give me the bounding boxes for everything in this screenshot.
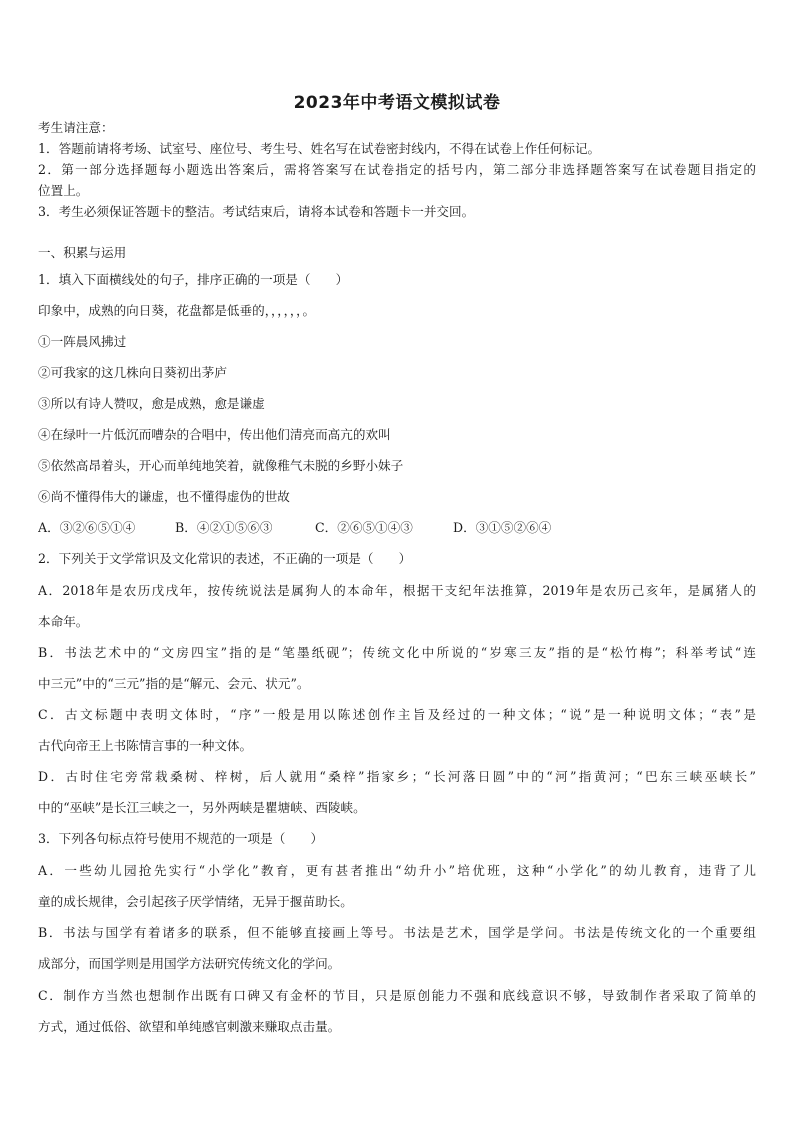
q1-sentence-2: ②可我家的这几株向日葵初出茅庐 bbox=[38, 365, 227, 380]
q1-option-b: B．④②①⑤⑥③ bbox=[175, 520, 273, 535]
notice-item-1: 1．答题前请将考场、试室号、座位号、考生号、姓名写在试卷密封线内，不得在试卷上作任何标记。 bbox=[38, 141, 601, 156]
q1-sentence-5: ⑤依然高昂着头，开心而单纯地笑着，就像稚气未脱的乡野小妹子 bbox=[38, 458, 404, 473]
q1-option-c: C．②⑥⑤①④③ bbox=[315, 520, 413, 535]
section-heading: 一、积累与运用 bbox=[38, 245, 127, 260]
q2-line-4: 中三元”中的“三元”指的是“解元、会元、状元”。 bbox=[38, 676, 310, 691]
q3-line-5: C．制作方当然也想制作出既有口碑又有金杯的节目，只是原创能力不强和底线意识不够，导致制作者采取了简单的 bbox=[38, 988, 756, 1003]
q1-sentence-3: ③所以有诗人赞叹，愈是成熟，愈是谦虚 bbox=[38, 396, 265, 411]
q1-sentence-6: ⑥尚不懂得伟大的谦虚，也不懂得虚伪的世故 bbox=[38, 489, 290, 504]
notice-item-2: 2．第一部分选择题每小题选出答案后，需将答案写在试卷指定的括号内，第二部分非选择题答案写在试卷题目指定的 bbox=[38, 162, 756, 177]
q1-sentence-4: ④在绿叶一片低沉而嘈杂的合唱中，传出他们清亮而高亢的欢叫 bbox=[38, 427, 391, 442]
q1-sentence-1: ①一阵晨风拂过 bbox=[38, 334, 127, 349]
q1-stem: 1．填入下面横线处的句子，排序正确的一项是（ ） bbox=[38, 272, 349, 287]
q2-stem: 2．下列关于文学常识及文化常识的表述，不正确的一项是（ ） bbox=[38, 551, 412, 566]
q3-stem: 3．下列各句标点符号使用不规范的一项是（ ） bbox=[38, 831, 324, 846]
q2-line-5: C．古文标题中表明文体时，“序”一般是用以陈述创作主旨及经过的一种文体；“说”是一种说明文体；“表”是 bbox=[38, 707, 756, 722]
q1-option-d: D．③①⑤②⑥④ bbox=[453, 520, 552, 535]
notice-item-2-cont: 位置上。 bbox=[38, 183, 89, 198]
q2-line-3: B．书法艺术中的“文房四宝”指的是“笔墨纸砚”；传统文化中所说的“岁寒三友”指的是“松竹梅”；科举考试“连 bbox=[38, 645, 756, 660]
page-title: 2023年中考语文模拟试卷 bbox=[293, 93, 501, 113]
q1-lead: 印象中，成熟的向日葵，花盘都是低垂的，，，，，，。 bbox=[38, 303, 316, 318]
notice-item-3: 3．考生必须保证答题卡的整洁。考试结束后，请将本试卷和答题卡一并交回。 bbox=[38, 204, 475, 219]
q3-line-4: 成部分，而国学则是用国学方法研究传统文化的学问。 bbox=[38, 956, 341, 971]
q2-line-6: 古代向帝王上书陈情言事的一种文体。 bbox=[38, 738, 253, 753]
q2-line-1: A．2018年是农历戊戌年，按传统说法是属狗人的本命年，根据干支纪年法推算，2019年是农历己亥年，是属猪人的 bbox=[38, 583, 756, 598]
q2-line-8: 中的“巫峡”是长江三峡之一，另外两峡是瞿塘峡、西陵峡。 bbox=[38, 800, 366, 815]
notice-heading: 考生请注意： bbox=[38, 120, 114, 135]
q3-line-6: 方式，通过低俗、欲望和单纯感官刺激来赚取点击量。 bbox=[38, 1019, 341, 1034]
q3-line-1: A．一些幼儿园抢先实行“小学化”教育，更有甚者推出“幼升小”培优班，这种“小学化”的幼儿教育，违背了儿 bbox=[38, 863, 756, 878]
q3-line-2: 童的成长规律，会引起孩子厌学情绪，无异于揠苗助长。 bbox=[38, 894, 353, 909]
q2-line-2: 本命年。 bbox=[38, 614, 89, 629]
q2-line-7: D．古时住宅旁常栽桑树、梓树，后人就用“桑梓”指家乡；“长河落日圆”中的“河”指黄河；“巴东三峡巫峡长” bbox=[38, 769, 756, 784]
q3-line-3: B．书法与国学有着诸多的联系，但不能够直接画上等号。书法是艺术，国学是学问。书法是传统文化的一个重要组 bbox=[38, 925, 756, 940]
q1-option-a: A．③②⑥⑤①④ bbox=[38, 520, 136, 535]
q1-options bbox=[38, 520, 756, 536]
